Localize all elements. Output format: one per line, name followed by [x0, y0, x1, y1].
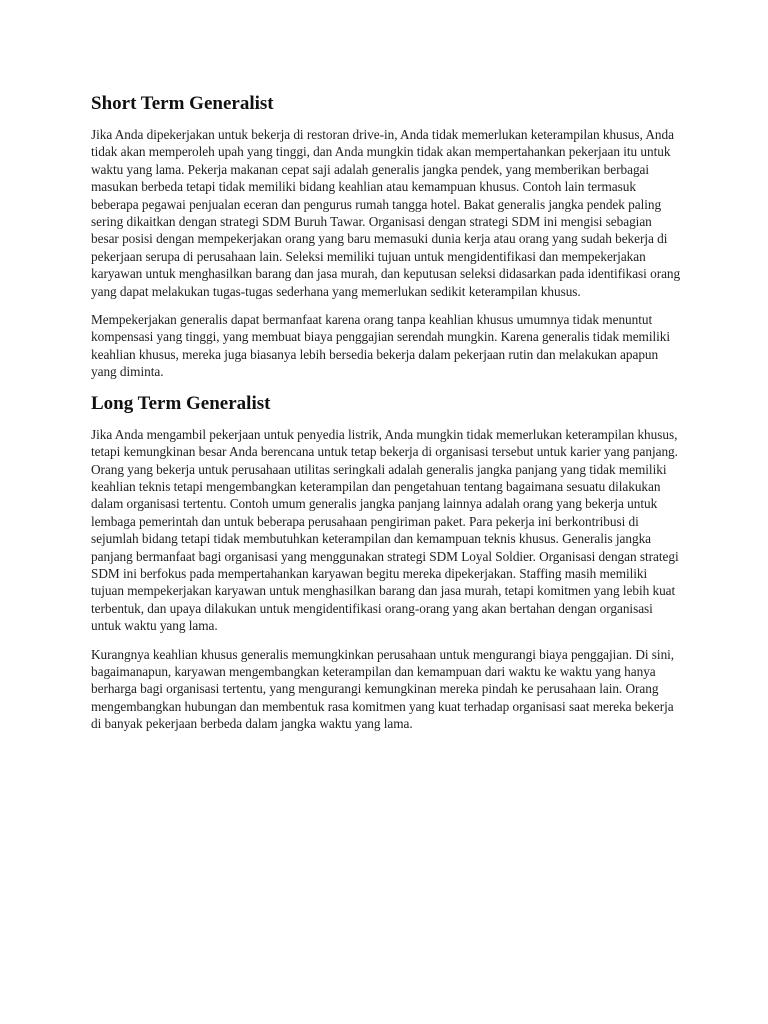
- paragraph: Jika Anda dipekerjakan untuk bekerja di restoran drive-in, Anda tidak memerlukan keterampilan khusus, Anda tidak akan memperoleh upah yang tinggi, dan Anda mungkin tidak akan mempertahankan pekerjaan itu untuk waktu yang lama. Pekerja makanan cepat saji adalah generalis jangka pendek, yang memberikan berbagai masukan berbeda tetapi tidak memiliki bidang keahlian atau kemampuan khusus. Contoh lain termasuk beberapa pegawai penjualan eceran dan pengurus rumah tangga hotel. Bakat generalis jangka pendek paling sering dikaitkan dengan strategi SDM Buruh Tawar. Organisasi dengan strategi SDM ini mengisi sebagian besar posisi dengan mempekerjakan orang yang baru memasuki dunia kerja atau orang yang sudah bekerja di pekerjaan serupa di perusahaan lain. Seleksi memiliki tujuan untuk mengidentifikasi dan mempekerjakan karyawan untuk menghasilkan barang dan jasa murah, dan keputusan seleksi didasarkan pada identifikasi orang yang dapat melakukan tugas-tugas sederhana yang memerlukan sedikit keterampilan khusus.: [91, 127, 681, 299]
- document-content: [91, 92, 681, 744]
- paragraph: Kurangnya keahlian khusus generalis memungkinkan perusahaan untuk mengurangi biaya penggajian. Di sini, bagaimanapun, karyawan mengembangkan keterampilan dan kemampuan dari waktu ke waktu yang hanya berharga bagi organisasi tertentu, yang mengurangi kemungkinan mereka pindah ke perusahaan lain. Orang mengembangkan hubungan dan membentuk rasa komitmen yang kuat terhadap organisasi saat mereka bekerja di banyak pekerjaan berbeda dalam jangka waktu yang lama.: [91, 646, 675, 732]
- paragraph: Jika Anda mengambil pekerjaan untuk penyedia listrik, Anda mungkin tidak memerlukan keterampilan khusus, tetapi kemungkinan besar Anda berencana untuk tetap bekerja di organisasi tersebut untuk karier yang panjang. Orang yang bekerja untuk perusahaan utilitas seringkali adalah generalis jangka panjang yang tidak memiliki keahlian teknis tetapi mengembangkan keterampilan dan pengetahuan tentang bagaimana sesuatu dilakukan dalam organisasi tertentu. Contoh umum generalis jangka panjang lainnya adalah orang yang bekerja untuk lembaga pemerintah dan untuk beberapa perusahaan pengiriman paket. Para pekerja ini berkontribusi di sejumlah bidang tetapi tidak membutuhkan keterampilan dan kemampuan teknis khusus. Generalis jangka panjang bermanfaat bagi organisasi yang menggunakan strategi SDM Loyal Soldier. Organisasi dengan strategi SDM ini berfokus pada mempertahankan karyawan begitu mereka dipekerjakan. Staffing masih memiliki tujuan mempekerjakan karyawan untuk menghasilkan barang dan jasa murah, tetapi komitmen yang lebih kuat terbentuk, dan upaya dilakukan untuk mengidentifikasi orang-orang yang akan bertahan dengan organisasi untuk waktu yang lama.: [91, 426, 679, 634]
- section-heading-long-term: Long Term Generalist: [91, 392, 271, 414]
- section-heading-short-term: Short Term Generalist: [91, 93, 274, 114]
- paragraph: Mempekerjakan generalis dapat bermanfaat karena orang tanpa keahlian khusus umumnya tidak menuntut kompensasi yang tinggi, yang membuat biaya penggajian serendah mungkin. Karena generalis tidak memiliki keahlian khusus, mereka juga biasanya lebih bersedia bekerja dalam pekerjaan rutin dan melakukan apapun yang diminta.: [91, 312, 671, 380]
